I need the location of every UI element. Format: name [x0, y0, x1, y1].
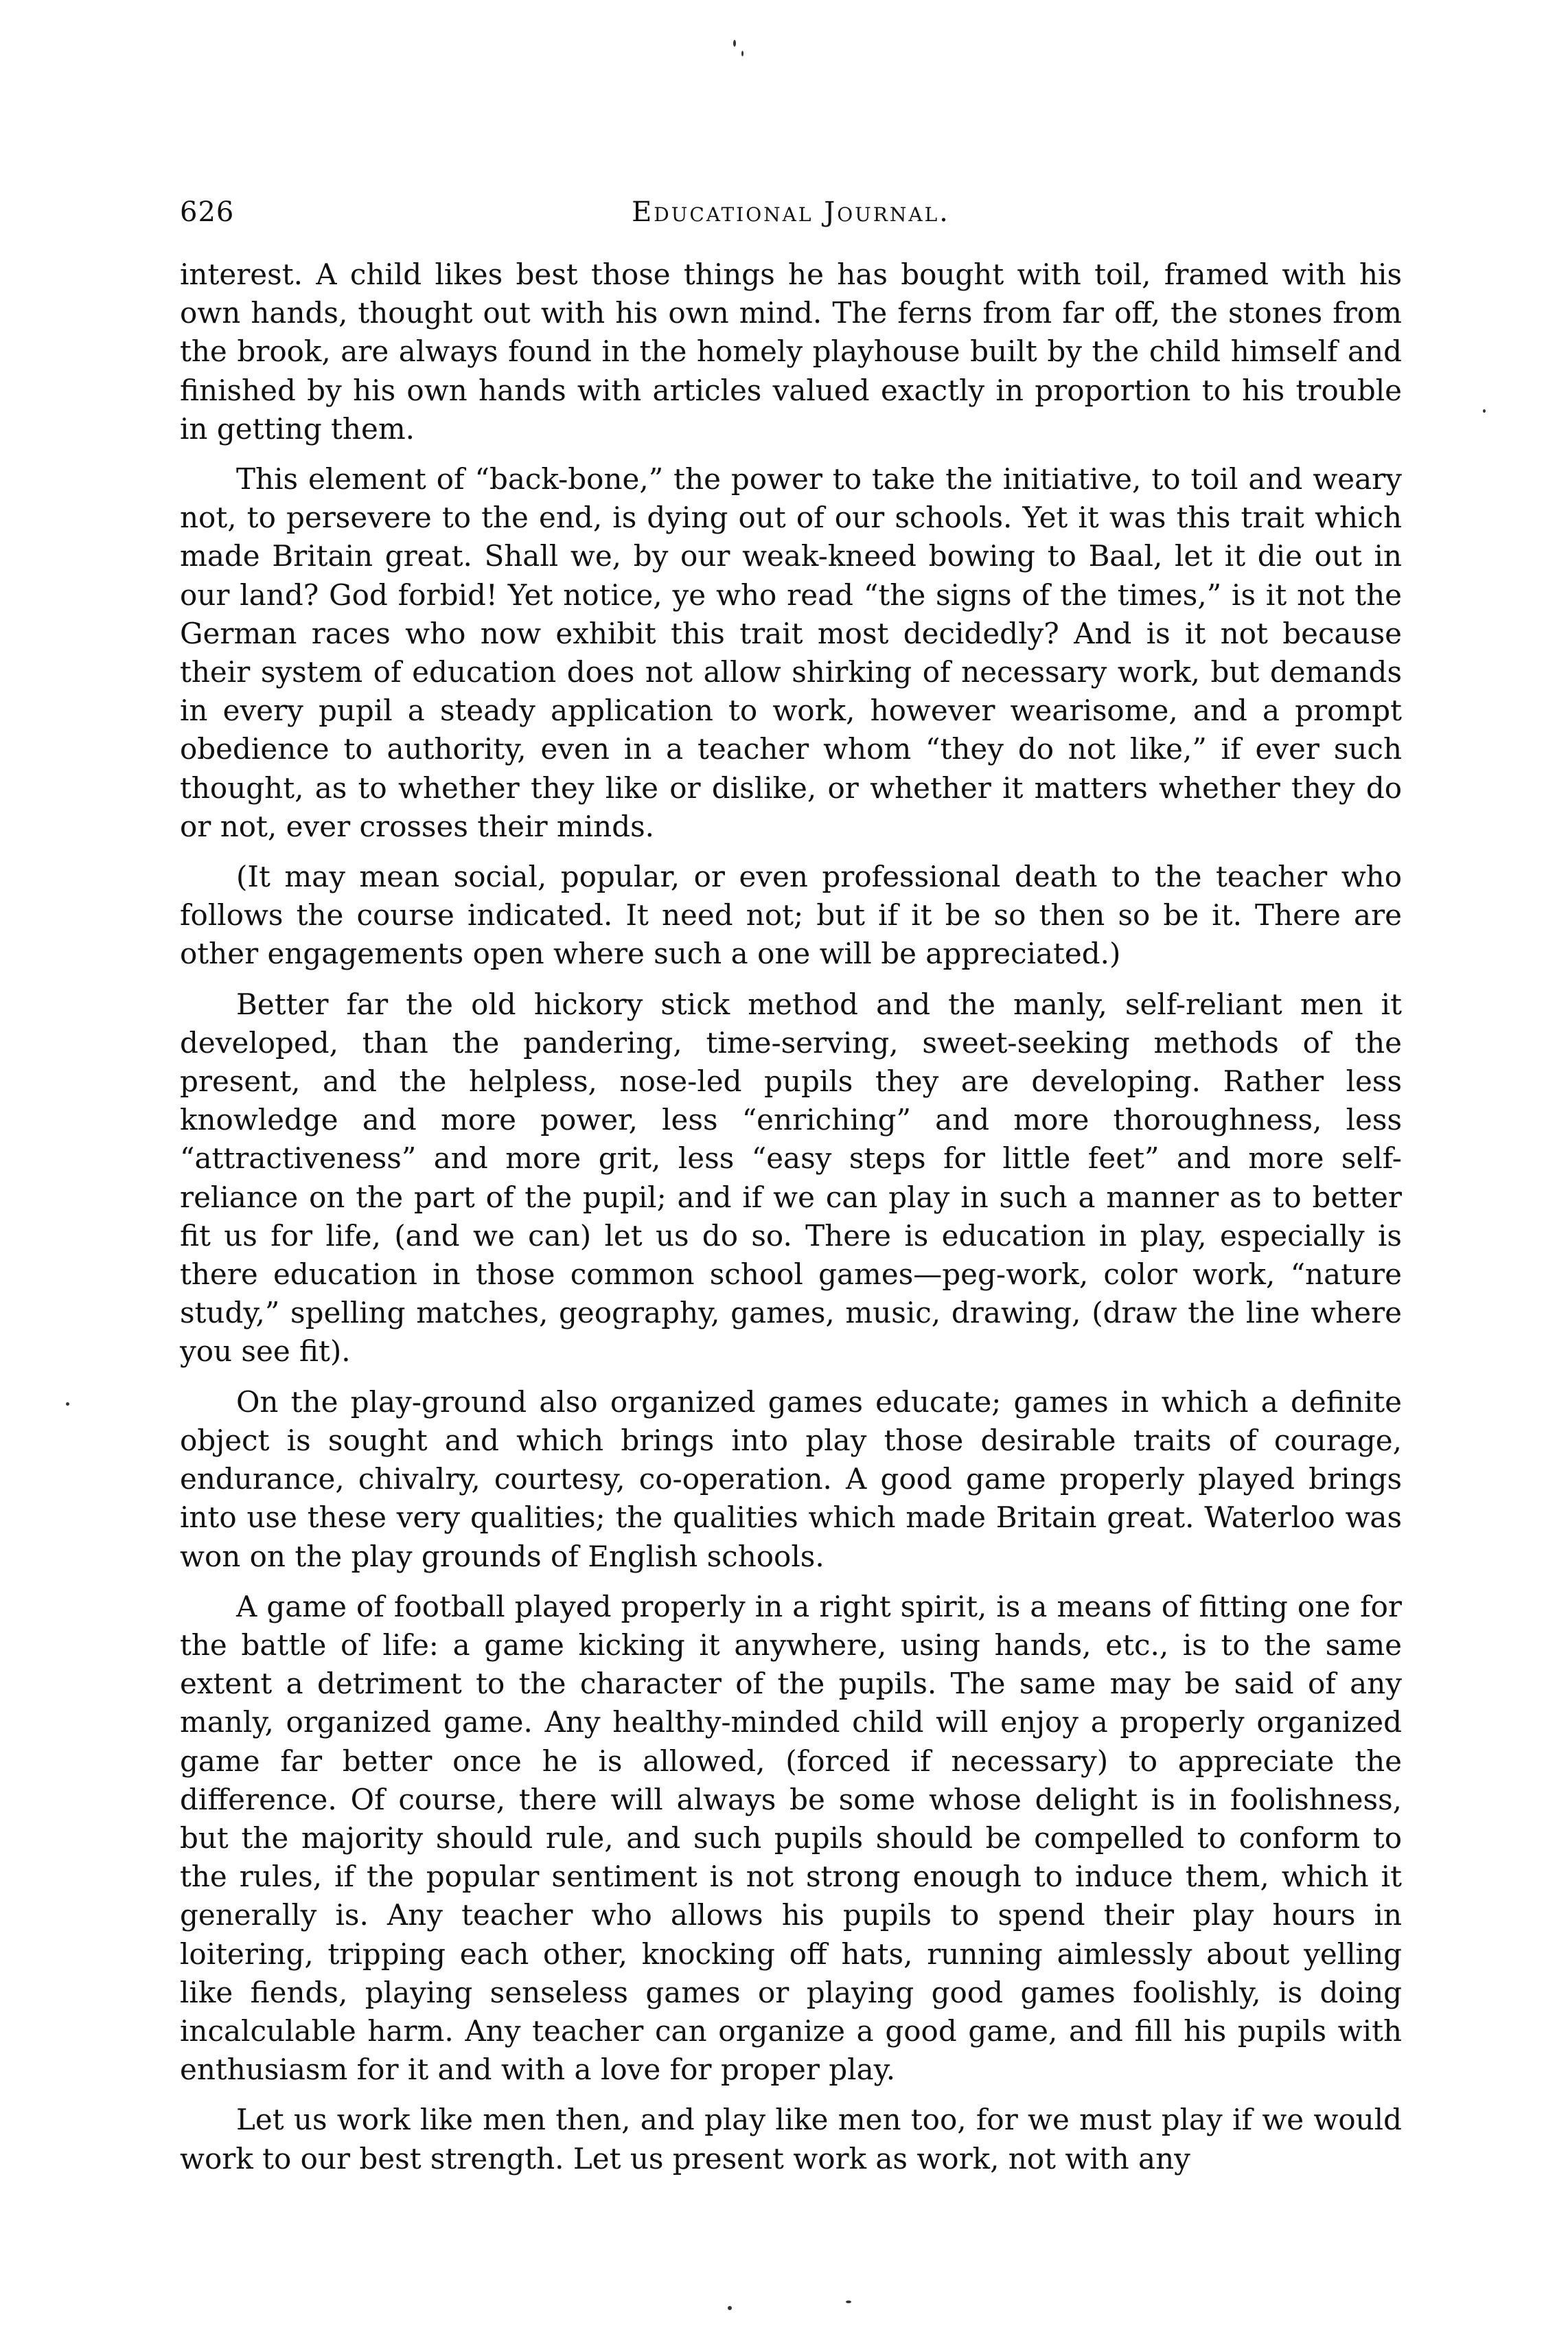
paragraph-6: A game of football played properly in a right spirit, is a means of fitting one for the battle of life: a game kicking it anywhere, using hands, etc., is to the same extent a detriment to the character of the pupils. The same may be said of any manly, organized game. Any healthy-minded child will enjoy a properly organized game far better once he is allowed, (forced if necessary) to appreciate the difference. Of course, there will always be some whose delight is in foolishness, but the majority should rule, and such pupils should be compelled to conform to the rules, if the popular sentiment is not strong enough to induce them, which it generally is. Any teacher who allows his pupils to spend their play hours in loitering, tripping each other, knocking off hats, running aimlessly about yelling like fiends, playing senseless games or playing good games foolishly, is doing incalculable harm. Any teacher can organize a good game, and fill his pupils with enthusiasm for it and with a love for proper play. [180, 1589, 1402, 2087]
scan-speck [741, 51, 743, 56]
scan-speck [733, 40, 736, 47]
paragraph-2: This element of “back-bone,” the power to take the initiative, to toil and weary not, to persevere to the end, is dying out of our schools. Yet it was this trait which made Britain great. Shall we, by our weak-kneed bowing to Baal, let it die out in our land? God forbid! Yet notice, ye who read “the signs of the times,” is it not the German races who now exhibit this trait most decidedly? And is it not because their system of education does not allow shirking of necessary work, but demands in every pupil a steady application to work, however wearisome, and a prompt obedience to authority, even in a teacher whom “they do not like,” if ever such thought, as to whether they like or dislike, or whether it matters whether they do or not, ever crosses their minds. [180, 462, 1402, 843]
paragraph-1: interest. A child likes best those things he has bought with toil, framed with his own hands, thought out with his own mind. The ferns from far off, the stones from the brook, are always found in the homely playhouse built by the child himself and finished by his own hands with articles valued exactly in proportion to his trouble in getting them. [180, 258, 1402, 446]
scan-speck [1483, 409, 1486, 413]
paragraph-5: On the play-ground also organized games educate; games in which a definite object is sought and which brings into play those desirable traits of courage, endurance, chivalry, courtesy, co-operation. A good game properly played brings into use these very qualities; the qualities which made Britain great. Waterloo was won on the play grounds of English schools. [180, 1384, 1402, 1573]
scan-speck [846, 2300, 851, 2303]
page-header [180, 196, 1402, 238]
page-number: 626 [180, 196, 235, 228]
article-body [180, 255, 1402, 2190]
running-head: Educational Journal. [632, 196, 950, 228]
paragraph-3: (It may mean social, popular, or even professional death to the teacher who follows the course indicated. It need not; but if it be so then so be it. There are other engagements open where such a one will be appreciated.) [180, 860, 1402, 971]
paragraph-7: Let us work like men then, and play like men too, for we must play if we would work to our best strength. Let us present work as work, not with any [180, 2103, 1402, 2176]
paragraph-4: Better far the old hickory stick method and the manly, self-reliant men it developed, than the pandering, time-serving, sweet-seeking methods of the present, and the helpless, nose-led pupils they are developing. Rather less knowledge and more power, less “enriching” and more thoroughness, less “attractiveness” and more grit, less “easy steps for little feet” and more self-reliance on the part of the pupil; and if we can play in such a manner as to better fit us for life, (and we can) let us do so. There is education in play, especially is there education in those common school games—peg-work, color work, “nature study,” spelling matches, geography, games, music, drawing, (draw the line where you see fit). [180, 987, 1402, 1369]
scan-speck [66, 1402, 69, 1406]
scan-speck [728, 2306, 732, 2310]
